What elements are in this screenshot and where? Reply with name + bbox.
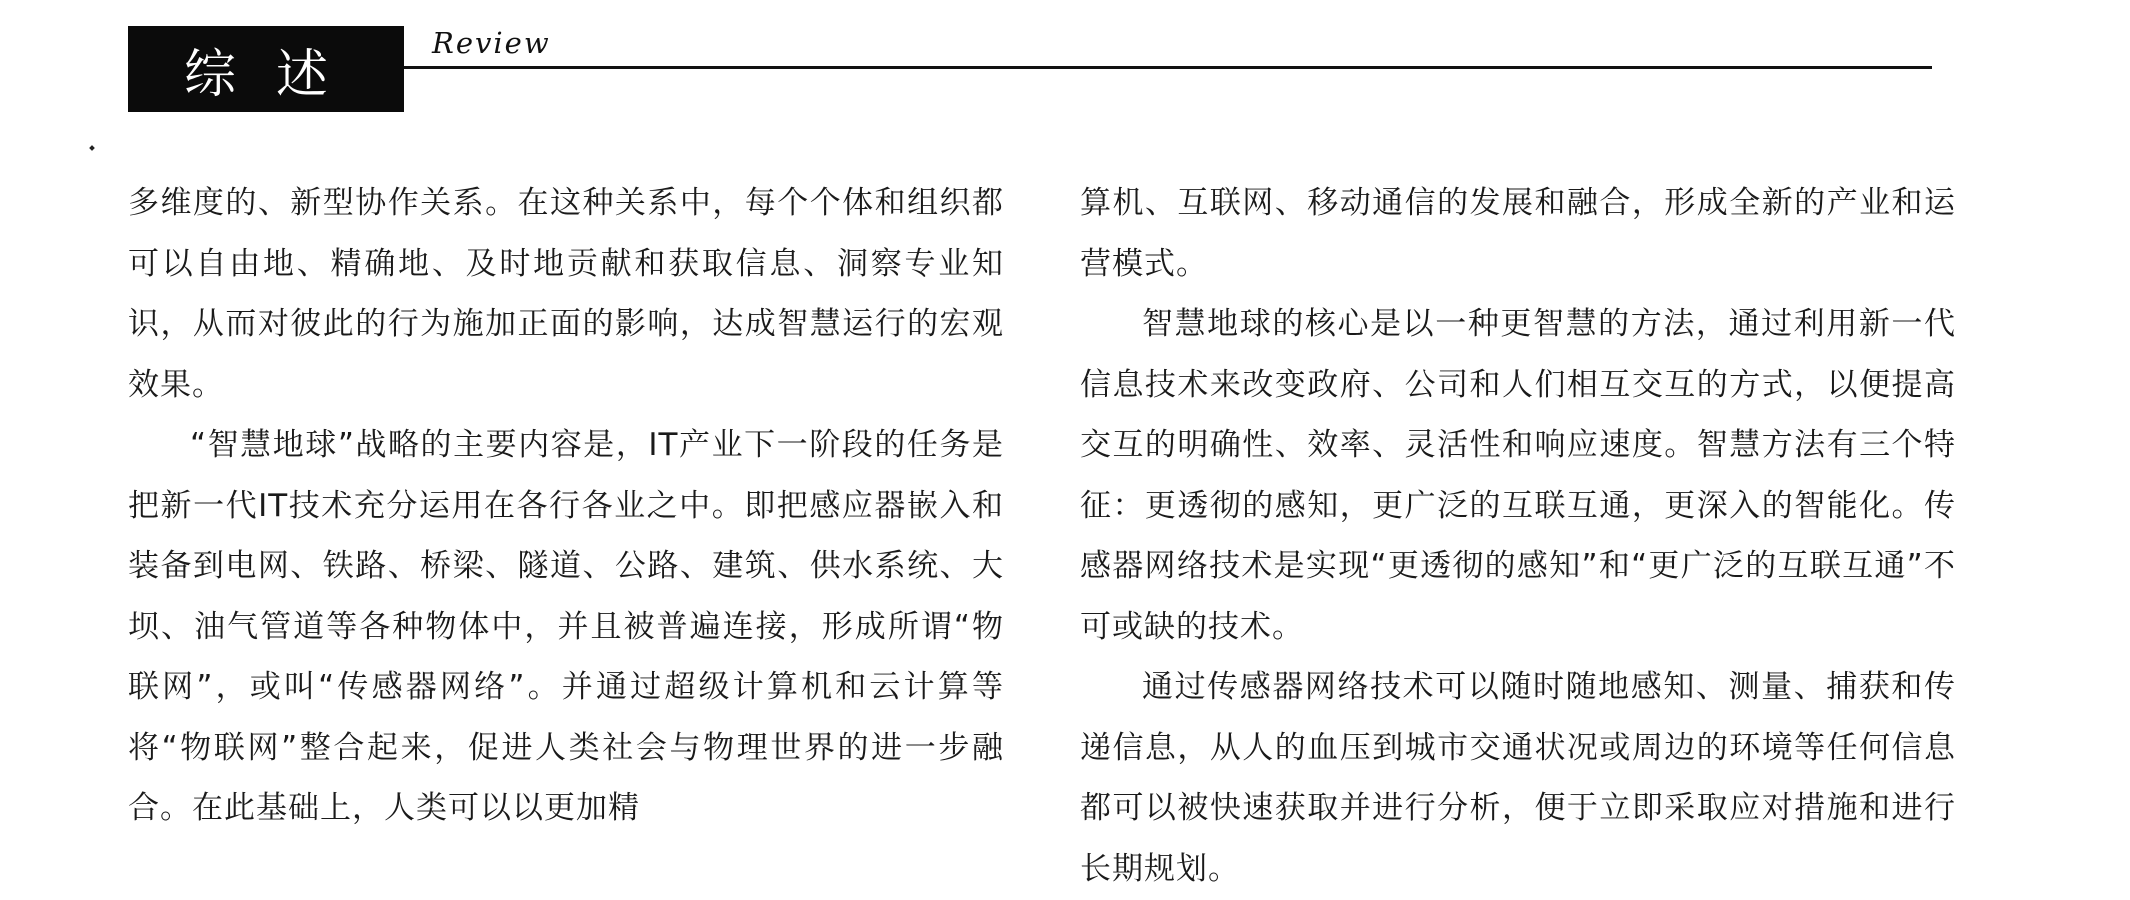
paragraph: 通过传感器网络技术可以随时随地感知、测量、捕获和传递信息，从人的血压到城市交通状况或周边的环境等任何信息都可以被快速获取并进行分析，便于立即采取应对措施和进行长期规划。 — [1080, 669, 1956, 887]
section-title: 综述 — [183, 44, 368, 105]
paragraph: “智慧地球”战略的主要内容是，IT产业下一阶段的任务是把新一代IT技术充分运用在各行各业之中。即把感应器嵌入和装备到电网、铁路、桥梁、隧道、公路、建筑、供水系统、大坝、油气管道等各种物体中，并且被普遍连接，形成所谓“物联网”，或叫“传感器网络”。并通过超级计算机和云计算等将“物联网”整合起来，促进人类社会与物理世界的进一步融合。在此基础上，人类可以以更加精 — [128, 427, 1004, 826]
paragraph: 多维度的、新型协作关系。在这种关系中，每个个体和组织都可以自由地、精确地、及时地贡献和获取信息、洞察专业知识，从而对彼此的行为施加正面的影响，达成智慧运行的宏观效果。 — [128, 185, 1004, 403]
left-column — [128, 173, 1004, 900]
paragraph: 智慧地球的核心是以一种更智慧的方法，通过利用新一代信息技术来改变政府、公司和人们相互交互的方式，以便提高交互的明确性、效率、灵活性和响应速度。智慧方法有三个特征：更透彻的感知，更广泛的互联互通，更深入的智能化。传感器网络技术是实现“更透彻的感知”和“更广泛的互联互通”不可或缺的技术。 — [1080, 306, 1956, 645]
stray-mark — [89, 145, 95, 151]
paragraph: 算机、互联网、移动通信的发展和融合，形成全新的产业和运营模式。 — [1080, 185, 1956, 282]
right-column — [1080, 173, 1956, 899]
section-label: Review — [432, 26, 551, 60]
header-rule — [404, 66, 1932, 69]
section-title-box — [128, 26, 404, 112]
